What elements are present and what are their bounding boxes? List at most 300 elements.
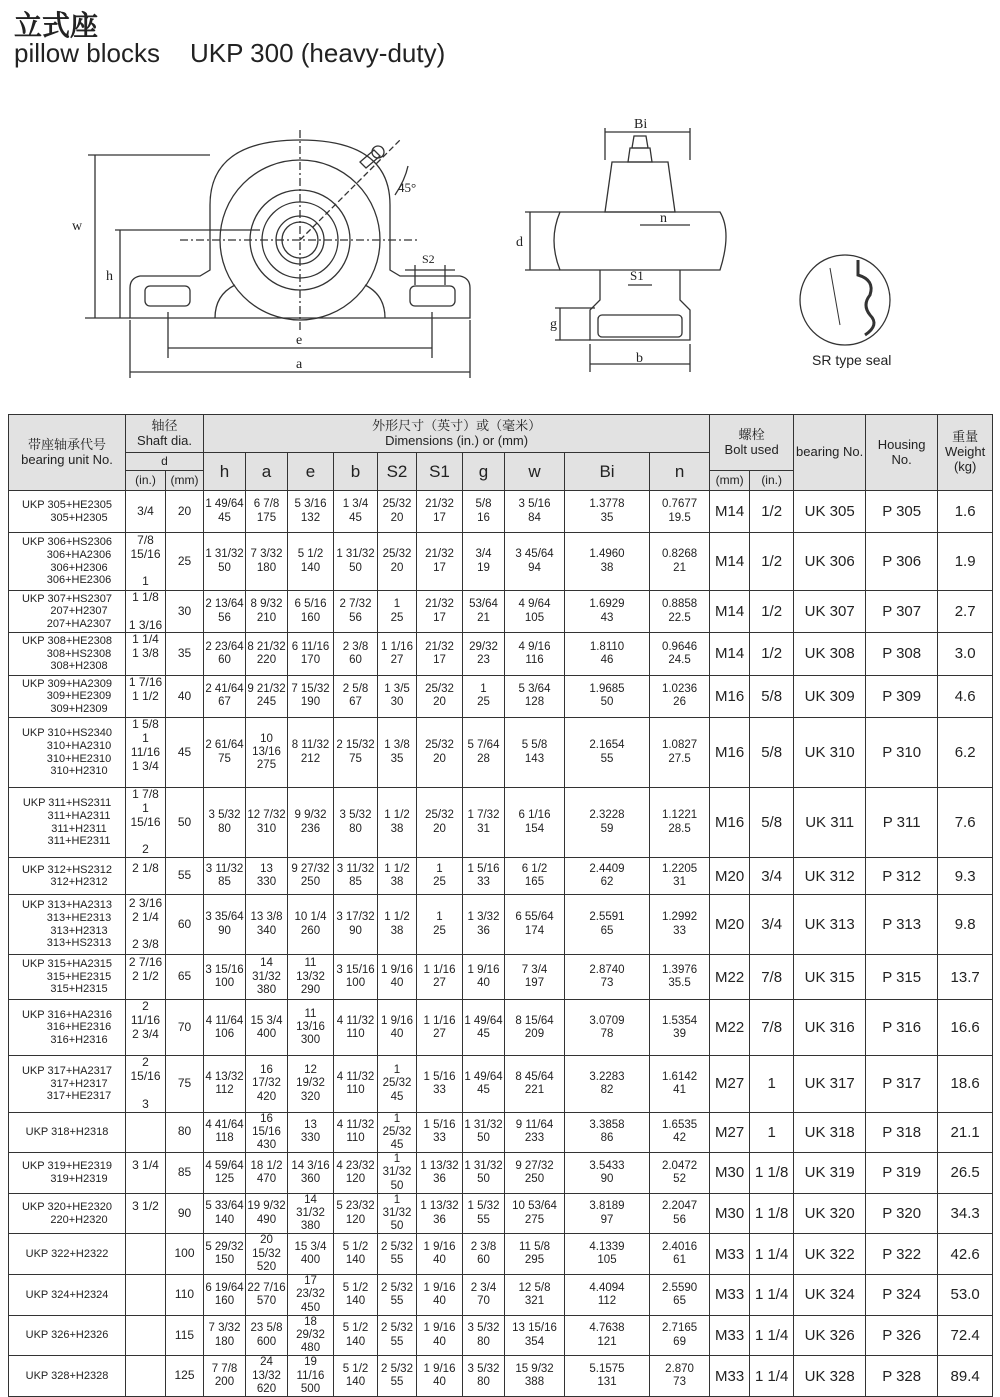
cell-bolt-mm: M27: [710, 1056, 750, 1112]
table-row: [9, 788, 993, 858]
cell-shaft-in: [126, 1112, 166, 1153]
cell-bi: 2.4409 62: [565, 858, 650, 895]
cell-bolt-mm: M22: [710, 955, 750, 1000]
cell-b: 2 3/8 60: [334, 633, 378, 675]
cell-bi: 3.2283 82: [565, 1056, 650, 1112]
cell-bi: 1.4960 38: [565, 533, 650, 591]
product-model: UKP 300 (heavy-duty): [189, 38, 446, 68]
cell-unit-no: UKP 307+HS2307 207+H2307 207+HA2307: [9, 591, 126, 633]
cell-shaft-in: [126, 1275, 166, 1316]
cell-a: 23 5/8 600: [246, 1315, 288, 1356]
cell-weight: 1.9: [938, 533, 993, 591]
cell-bearing-no: UK 318: [794, 1112, 866, 1153]
cell-bolt-mm: M14: [710, 633, 750, 675]
cell-bearing-no: UK 311: [794, 788, 866, 858]
cell-g: 1 7/32 31: [463, 788, 505, 858]
cell-housing-no: P 326: [866, 1315, 938, 1356]
cell-housing-no: P 320: [866, 1193, 938, 1234]
cell-unit-no: UKP 312+HS2312 312+H2312: [9, 858, 126, 895]
cell-housing-no: P 307: [866, 591, 938, 633]
cell-bolt-mm: M27: [710, 1112, 750, 1153]
cell-weight: 13.7: [938, 955, 993, 1000]
col-weight-header: 重量 Weight (kg): [938, 415, 993, 491]
cell-e: 9 27/32 250: [288, 858, 334, 895]
cell-a: 22 7/16 570: [246, 1275, 288, 1316]
cell-bolt-mm: M33: [710, 1275, 750, 1316]
cell-bolt-in: 5/8: [750, 675, 794, 717]
cell-n: 2.870 73: [650, 1356, 710, 1397]
cell-unit-no: UKP 308+HE2308 308+HS2308 308+H2308: [9, 633, 126, 675]
cell-g: 1 5/16 33: [463, 858, 505, 895]
cell-s1: 1 13/32 36: [417, 1153, 463, 1194]
cell-housing-no: P 313: [866, 895, 938, 955]
col-s1: S1: [417, 453, 463, 491]
cell-shaft-mm: 35: [166, 633, 204, 675]
cell-shaft-in: 2 11/16 2 3/4: [126, 1000, 166, 1056]
cell-bolt-mm: M20: [710, 895, 750, 955]
cell-bearing-no: UK 320: [794, 1193, 866, 1234]
table-row: [9, 491, 993, 533]
cell-w: 13 15/16 354: [505, 1315, 565, 1356]
cell-housing-no: P 316: [866, 1000, 938, 1056]
cell-w: 11 5/8 295: [505, 1234, 565, 1275]
col-bolt-mm: (mm): [710, 471, 750, 491]
cell-s1: 1 25: [417, 858, 463, 895]
cell-bi: 2.5591 65: [565, 895, 650, 955]
cell-e: 19 11/16 500: [288, 1356, 334, 1397]
cell-s1: 25/32 20: [417, 675, 463, 717]
cell-housing-no: P 322: [866, 1234, 938, 1275]
cell-bearing-no: UK 305: [794, 491, 866, 533]
cell-shaft-mm: 65: [166, 955, 204, 1000]
cell-e: 8 11/32 212: [288, 718, 334, 788]
cell-a: 14 31/32 380: [246, 955, 288, 1000]
cell-weight: 6.2: [938, 718, 993, 788]
cell-n: 1.6535 42: [650, 1112, 710, 1153]
cell-housing-no: P 310: [866, 718, 938, 788]
col-housing-header: Housing No.: [866, 415, 938, 491]
cell-shaft-mm: 85: [166, 1153, 204, 1194]
col-shaft-in: (in.): [126, 471, 166, 491]
cell-bolt-in: 1/2: [750, 633, 794, 675]
cell-a: 24 13/32 620: [246, 1356, 288, 1397]
cell-b: 5 23/32 120: [334, 1193, 378, 1234]
table-row: [9, 1356, 993, 1397]
seal-caption: SR type seal: [812, 352, 892, 368]
cell-w: 3 5/16 84: [505, 491, 565, 533]
cell-e: 14 31/32 380: [288, 1193, 334, 1234]
cell-bolt-in: 1/2: [750, 491, 794, 533]
cell-s2: 1 25: [378, 591, 417, 633]
label-s1: S1: [630, 268, 644, 283]
table-row: [9, 591, 993, 633]
cell-a: 13 3/8 340: [246, 895, 288, 955]
cell-b: 4 23/32 120: [334, 1153, 378, 1194]
cell-bearing-no: UK 308: [794, 633, 866, 675]
cell-g: 5 7/64 28: [463, 718, 505, 788]
cell-w: 4 9/16 116: [505, 633, 565, 675]
col-bi: Bi: [565, 453, 650, 491]
spec-table: [8, 414, 993, 1397]
cell-bolt-mm: M33: [710, 1234, 750, 1275]
cell-unit-no: UKP 315+HA2315 315+HE2315 315+H2315: [9, 955, 126, 1000]
cell-weight: 9.8: [938, 895, 993, 955]
cell-bi: 2.3228 59: [565, 788, 650, 858]
cell-h: 3 35/64 90: [204, 895, 246, 955]
cell-e: 7 15/32 190: [288, 675, 334, 717]
cell-s2: 2 5/32 55: [378, 1234, 417, 1275]
cell-shaft-in: 3 1/2: [126, 1193, 166, 1234]
cell-s2: 1 31/32 50: [378, 1193, 417, 1234]
cell-shaft-mm: 80: [166, 1112, 204, 1153]
cell-housing-no: P 319: [866, 1153, 938, 1194]
cell-w: 9 27/32 250: [505, 1153, 565, 1194]
cell-bolt-in: 1 1/8: [750, 1153, 794, 1194]
cell-h: 2 13/64 56: [204, 591, 246, 633]
cell-weight: 53.0: [938, 1275, 993, 1316]
cell-a: 9 21/32 245: [246, 675, 288, 717]
cell-b: 4 11/32 110: [334, 1000, 378, 1056]
cell-unit-no: UKP 322+H2322: [9, 1234, 126, 1275]
cell-s2: 1 9/16 40: [378, 955, 417, 1000]
cell-shaft-mm: 75: [166, 1056, 204, 1112]
cell-weight: 34.3: [938, 1193, 993, 1234]
cell-bolt-in: 1 1/4: [750, 1234, 794, 1275]
cell-n: 1.3976 35.5: [650, 955, 710, 1000]
cell-e: 5 3/16 132: [288, 491, 334, 533]
col-e: e: [288, 453, 334, 491]
cell-unit-no: UKP 324+H2324: [9, 1275, 126, 1316]
cell-weight: 21.1: [938, 1112, 993, 1153]
cell-e: 14 3/16 360: [288, 1153, 334, 1194]
cell-n: 0.8268 21: [650, 533, 710, 591]
cell-weight: 42.6: [938, 1234, 993, 1275]
cell-bi: 2.8740 73: [565, 955, 650, 1000]
cell-a: 19 9/32 490: [246, 1193, 288, 1234]
cell-bolt-mm: M22: [710, 1000, 750, 1056]
cell-b: 1 3/4 45: [334, 491, 378, 533]
cell-unit-no: UKP 328+H2328: [9, 1356, 126, 1397]
cell-e: 15 3/4 400: [288, 1234, 334, 1275]
col-w: w: [505, 453, 565, 491]
cell-weight: 7.6: [938, 788, 993, 858]
cell-shaft-mm: 55: [166, 858, 204, 895]
cell-n: 1.2992 33: [650, 895, 710, 955]
cell-bearing-no: UK 324: [794, 1275, 866, 1316]
cell-n: 1.1221 28.5: [650, 788, 710, 858]
cell-n: 2.5590 65: [650, 1275, 710, 1316]
col-shaft-header: 轴径 Shaft dia.: [126, 415, 204, 453]
cell-bearing-no: UK 313: [794, 895, 866, 955]
cell-h: 2 41/64 67: [204, 675, 246, 717]
cell-s2: 1 31/32 50: [378, 1153, 417, 1194]
table-row: [9, 1234, 993, 1275]
label-d: d: [516, 235, 523, 250]
cell-unit-no: UKP 313+HA2313 313+HE2313 313+H2313 313+HS2313: [9, 895, 126, 955]
cell-shaft-mm: 100: [166, 1234, 204, 1275]
cell-shaft-mm: 45: [166, 718, 204, 788]
col-shaft-mm: (mm): [166, 471, 204, 491]
cell-housing-no: P 308: [866, 633, 938, 675]
cell-housing-no: P 311: [866, 788, 938, 858]
cell-housing-no: P 317: [866, 1056, 938, 1112]
cell-bi: 3.8189 97: [565, 1193, 650, 1234]
label-b: b: [636, 351, 643, 366]
cell-bolt-in: 1 1/8: [750, 1193, 794, 1234]
cell-s2: 1 25/32 45: [378, 1056, 417, 1112]
table-row: [9, 1193, 993, 1234]
cell-s1: 1 5/16 33: [417, 1112, 463, 1153]
cell-shaft-in: 1 7/8 1 15/16 2: [126, 788, 166, 858]
col-b: b: [334, 453, 378, 491]
cell-unit-no: UKP 326+H2326: [9, 1315, 126, 1356]
cell-shaft-mm: 20: [166, 491, 204, 533]
cell-unit-no: UKP 317+HA2317 317+H2317 317+HE2317: [9, 1056, 126, 1112]
cell-bolt-in: 1: [750, 1056, 794, 1112]
label-n: n: [660, 211, 667, 226]
cell-g: 1 31/32 50: [463, 1153, 505, 1194]
cell-b: 2 7/32 56: [334, 591, 378, 633]
cell-w: 8 45/64 221: [505, 1056, 565, 1112]
cell-bearing-no: UK 315: [794, 955, 866, 1000]
cell-w: 5 3/64 128: [505, 675, 565, 717]
cell-bi: 1.6929 43: [565, 591, 650, 633]
cell-bolt-mm: M30: [710, 1193, 750, 1234]
table-row: [9, 1153, 993, 1194]
cell-e: 10 1/4 260: [288, 895, 334, 955]
cell-unit-no: UKP 310+HS2340 310+HA2310 310+HE2310 310+H2310: [9, 718, 126, 788]
label-h: h: [106, 269, 113, 284]
cell-bi: 4.4094 112: [565, 1275, 650, 1316]
front-view-drawing: [85, 130, 470, 378]
cell-n: 2.0472 52: [650, 1153, 710, 1194]
cell-h: 4 41/64 118: [204, 1112, 246, 1153]
cell-b: 4 11/32 110: [334, 1056, 378, 1112]
cell-a: 8 9/32 210: [246, 591, 288, 633]
cell-g: 3 5/32 80: [463, 1356, 505, 1397]
cell-b: 4 11/32 110: [334, 1112, 378, 1153]
cell-w: 5 5/8 143: [505, 718, 565, 788]
cell-e: 6 11/16 170: [288, 633, 334, 675]
cell-weight: 1.6: [938, 491, 993, 533]
cell-bolt-in: 1 1/4: [750, 1356, 794, 1397]
cell-shaft-mm: 90: [166, 1193, 204, 1234]
cell-weight: 4.6: [938, 675, 993, 717]
cell-housing-no: P 312: [866, 858, 938, 895]
cell-h: 6 19/64 160: [204, 1275, 246, 1316]
cell-e: 5 1/2 140: [288, 533, 334, 591]
cell-w: 3 45/64 94: [505, 533, 565, 591]
cell-h: 4 59/64 125: [204, 1153, 246, 1194]
cell-n: 1.2205 31: [650, 858, 710, 895]
cell-b: 3 5/32 80: [334, 788, 378, 858]
cell-h: 3 5/32 80: [204, 788, 246, 858]
cell-a: 16 17/32 420: [246, 1056, 288, 1112]
cell-bi: 3.5433 90: [565, 1153, 650, 1194]
cell-n: 0.8858 22.5: [650, 591, 710, 633]
cell-a: 16 15/16 430: [246, 1112, 288, 1153]
cell-w: 7 3/4 197: [505, 955, 565, 1000]
cell-bearing-no: UK 316: [794, 1000, 866, 1056]
cell-e: 13 330: [288, 1112, 334, 1153]
cell-n: 2.4016 61: [650, 1234, 710, 1275]
cell-bearing-no: UK 322: [794, 1234, 866, 1275]
cell-a: 18 1/2 470: [246, 1153, 288, 1194]
seal-detail-drawing: [800, 255, 890, 345]
cell-shaft-in: [126, 1234, 166, 1275]
cell-bi: 1.3778 35: [565, 491, 650, 533]
cell-b: 5 1/2 140: [334, 1356, 378, 1397]
cell-g: 1 5/32 55: [463, 1193, 505, 1234]
cell-a: 20 15/32 520: [246, 1234, 288, 1275]
front-view-labels: [72, 180, 435, 372]
cell-w: 12 5/8 321: [505, 1275, 565, 1316]
label-a: a: [296, 357, 303, 372]
page-title-cn: 立式座: [14, 9, 99, 42]
cell-b: 1 31/32 50: [334, 533, 378, 591]
cell-bi: 4.7638 121: [565, 1315, 650, 1356]
cell-unit-no: UKP 318+H2318: [9, 1112, 126, 1153]
cell-bearing-no: UK 309: [794, 675, 866, 717]
cell-g: 2 3/4 70: [463, 1275, 505, 1316]
cell-s2: 2 5/32 55: [378, 1275, 417, 1316]
col-bolt-in: (in.): [750, 471, 794, 491]
cell-s2: 1 25/32 45: [378, 1112, 417, 1153]
cell-s2: 2 5/32 55: [378, 1356, 417, 1397]
cell-h: 5 29/32 150: [204, 1234, 246, 1275]
cell-g: 53/64 21: [463, 591, 505, 633]
cell-e: 11 13/16 300: [288, 1000, 334, 1056]
cell-s2: 25/32 20: [378, 533, 417, 591]
cell-bi: 4.1339 105: [565, 1234, 650, 1275]
table-row: [9, 955, 993, 1000]
cell-h: 4 13/32 112: [204, 1056, 246, 1112]
cell-unit-no: UKP 319+HE2319 319+H2319: [9, 1153, 126, 1194]
col-s2: S2: [378, 453, 417, 491]
cell-shaft-mm: 70: [166, 1000, 204, 1056]
table-row: [9, 1112, 993, 1153]
cell-bearing-no: UK 312: [794, 858, 866, 895]
col-bolt-header: 螺栓 Bolt used: [710, 415, 794, 471]
cell-n: 2.7165 69: [650, 1315, 710, 1356]
cell-shaft-mm: 60: [166, 895, 204, 955]
cell-bolt-in: 3/4: [750, 858, 794, 895]
cell-s1: 25/32 20: [417, 788, 463, 858]
label-bi: Bi: [634, 117, 648, 132]
table-row: [9, 633, 993, 675]
cell-shaft-in: 7/8 15/16 1: [126, 533, 166, 591]
page-title: [14, 38, 445, 69]
cell-bolt-in: 5/8: [750, 718, 794, 788]
cell-w: 6 55/64 174: [505, 895, 565, 955]
table-row: [9, 1315, 993, 1356]
cell-s2: 1 1/2 38: [378, 895, 417, 955]
cell-bolt-in: 5/8: [750, 788, 794, 858]
cell-shaft-in: 2 3/16 2 1/4 2 3/8: [126, 895, 166, 955]
cell-h: 7 3/32 180: [204, 1315, 246, 1356]
cell-s1: 21/32 17: [417, 633, 463, 675]
cell-n: 1.5354 39: [650, 1000, 710, 1056]
cell-a: 12 7/32 310: [246, 788, 288, 858]
table-row: [9, 895, 993, 955]
cell-w: 4 9/64 105: [505, 591, 565, 633]
cell-s2: 2 5/32 55: [378, 1315, 417, 1356]
cell-bolt-in: 1 1/4: [750, 1315, 794, 1356]
cell-s1: 25/32 20: [417, 718, 463, 788]
label-angle: 45°: [398, 180, 417, 195]
cell-w: 15 9/32 388: [505, 1356, 565, 1397]
col-h: h: [204, 453, 246, 491]
side-view-labels: [516, 117, 667, 366]
cell-bearing-no: UK 306: [794, 533, 866, 591]
cell-bi: 3.0709 78: [565, 1000, 650, 1056]
cell-shaft-mm: 115: [166, 1315, 204, 1356]
cell-a: 6 7/8 175: [246, 491, 288, 533]
cell-shaft-mm: 25: [166, 533, 204, 591]
cell-unit-no: UKP 311+HS2311 311+HA2311 311+H2311 311+HE2311: [9, 788, 126, 858]
cell-shaft-in: [126, 1315, 166, 1356]
cell-s2: 1 1/16 27: [378, 633, 417, 675]
cell-s1: 1 9/16 40: [417, 1315, 463, 1356]
cell-s2: 1 3/5 30: [378, 675, 417, 717]
cell-unit-no: UKP 320+HE2320 220+H2320: [9, 1193, 126, 1234]
cell-h: 1 49/64 45: [204, 491, 246, 533]
cell-shaft-in: 3/4: [126, 491, 166, 533]
cell-s1: 1 13/32 36: [417, 1193, 463, 1234]
label-w: w: [72, 219, 83, 234]
cell-housing-no: P 324: [866, 1275, 938, 1316]
table-row: [9, 1000, 993, 1056]
cell-bolt-mm: M20: [710, 858, 750, 895]
cell-w: 10 53/64 275: [505, 1193, 565, 1234]
cell-g: 1 9/16 40: [463, 955, 505, 1000]
cell-h: 3 11/32 85: [204, 858, 246, 895]
cell-bolt-in: 1/2: [750, 591, 794, 633]
cell-weight: 16.6: [938, 1000, 993, 1056]
cell-s2: 25/32 20: [378, 491, 417, 533]
cell-shaft-mm: 40: [166, 675, 204, 717]
cell-bolt-mm: M14: [710, 591, 750, 633]
cell-bolt-mm: M30: [710, 1153, 750, 1194]
cell-b: 5 1/2 140: [334, 1315, 378, 1356]
cell-bearing-no: UK 310: [794, 718, 866, 788]
cell-g: 2 3/8 60: [463, 1234, 505, 1275]
cell-s2: 1 9/16 40: [378, 1000, 417, 1056]
cell-h: 7 7/8 200: [204, 1356, 246, 1397]
cell-shaft-in: 2 1/8: [126, 858, 166, 895]
cell-weight: 18.6: [938, 1056, 993, 1112]
col-unit-header: 带座轴承代号 bearing unit No.: [9, 415, 126, 491]
cell-shaft-in: 1 5/8 1 11/16 1 3/4: [126, 718, 166, 788]
cell-g: 1 3/32 36: [463, 895, 505, 955]
product-type: pillow blocks: [14, 38, 160, 68]
cell-shaft-mm: 50: [166, 788, 204, 858]
cell-unit-no: UKP 316+HA2316 316+HE2316 316+H2316: [9, 1000, 126, 1056]
cell-weight: 72.4: [938, 1315, 993, 1356]
cell-a: 15 3/4 400: [246, 1000, 288, 1056]
cell-bi: 1.8110 46: [565, 633, 650, 675]
cell-bolt-in: 3/4: [750, 895, 794, 955]
cell-unit-no: UKP 305+HE2305 305+H2305: [9, 491, 126, 533]
cell-s1: 1 9/16 40: [417, 1356, 463, 1397]
cell-h: 1 31/32 50: [204, 533, 246, 591]
cell-s1: 1 1/16 27: [417, 955, 463, 1000]
cell-w: 8 15/64 209: [505, 1000, 565, 1056]
cell-b: 2 5/8 67: [334, 675, 378, 717]
cell-w: 6 1/16 154: [505, 788, 565, 858]
cell-w: 9 11/64 233: [505, 1112, 565, 1153]
col-a: a: [246, 453, 288, 491]
